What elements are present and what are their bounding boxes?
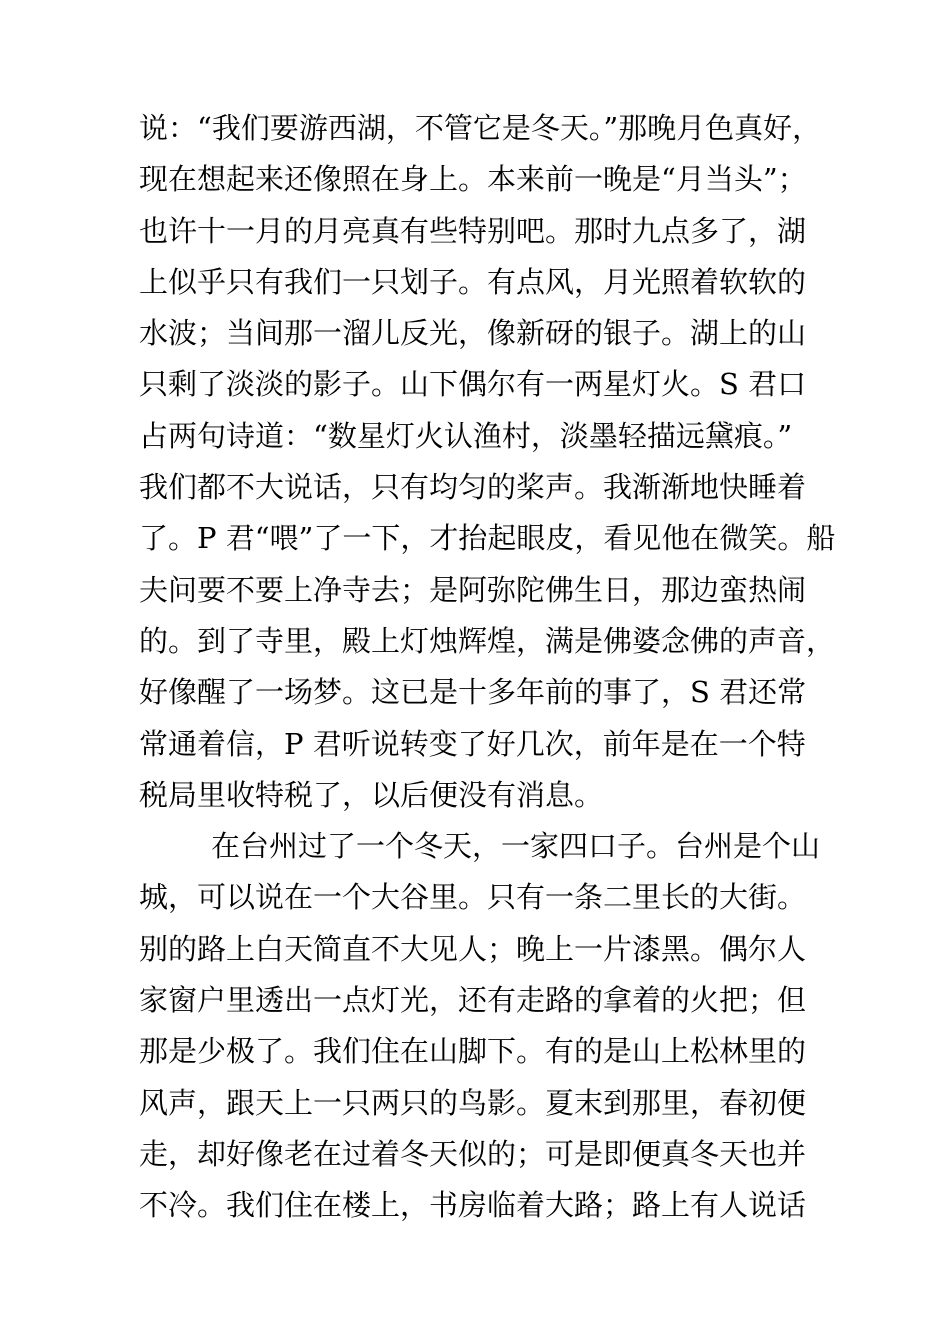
text-line: 常通着信，P 君听说转变了好几次，前年是在一个特 (139, 726, 806, 761)
text-line: 城，可以说在一个大谷里。只有一条二里长的大街。 (139, 880, 807, 915)
text-line: 走，却好像老在过着冬天似的；可是即便真冬天也并 (139, 1136, 807, 1171)
text-line: 也许十一月的月亮真有些特别吧。那时九点多了，湖 (139, 213, 807, 248)
text-line: 占两句诗道：“数星灯火认渔村，淡墨轻描远黛痕。” (139, 418, 793, 453)
text-line: 只剩了淡淡的影子。山下偶尔有一两星灯火。S 君口 (139, 367, 807, 402)
paragraph-start-line: 在台州过了一个冬天，一家四口子。台州是个山 (211, 829, 821, 864)
text-line: 现在想起来还像照在身上。本来前一晚是“月当头”； (139, 162, 807, 197)
text-line: 夫问要不要上净寺去；是阿弥陀佛生日，那边蛮热闹 (139, 572, 807, 607)
text-line: 水波；当间那一溜儿反光，像新砑的银子。湖上的山 (139, 316, 807, 351)
body-text (139, 103, 839, 1232)
text-line: 我们都不大说话，只有均匀的桨声。我渐渐地快睡着 (139, 470, 807, 505)
text-line: 说：“我们要游西湖，不管它是冬天。”那晚月色真好， (139, 111, 822, 145)
text-line: 好像醒了一场梦。这已是十多年前的事了，S 君还常 (139, 675, 807, 710)
text-line: 风声，跟天上一只两只的鸟影。夏末到那里，春初便 (139, 1085, 807, 1120)
text-line: 上似乎只有我们一只划子。有点风，月光照着软软的 (139, 264, 807, 299)
text-line: 了。P 君“喂”了一下，才抬起眼皮，看见他在微笑。船 (139, 521, 836, 556)
text-line: 的。到了寺里，殿上灯烛辉煌，满是佛婆念佛的声音， (139, 623, 836, 658)
text-line: 税局里收特税了，以后便没有消息。 (139, 777, 604, 812)
text-line: 那是少极了。我们住在山脚下。有的是山上松林里的 (139, 1034, 807, 1069)
text-line: 不冷。我们住在楼上，书房临着大路；路上有人说话 (139, 1188, 807, 1223)
text-line: 别的路上白天简直不大见人；晚上一片漆黑。偶尔人 (139, 931, 807, 966)
text-line: 家窗户里透出一点灯光，还有走路的拿着的火把；但 (139, 983, 807, 1018)
